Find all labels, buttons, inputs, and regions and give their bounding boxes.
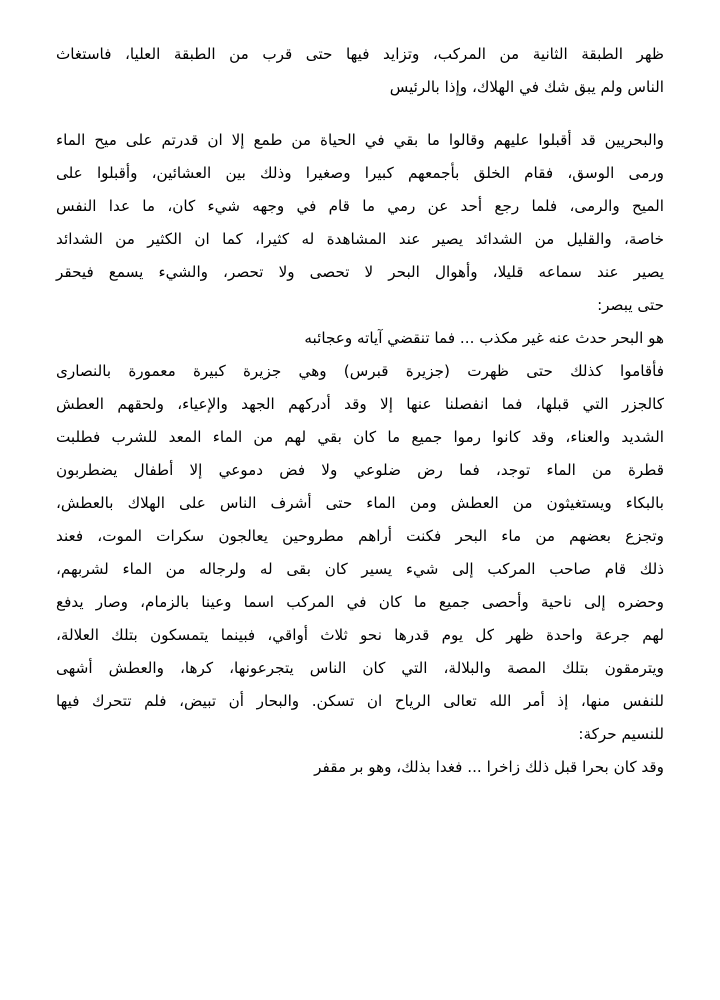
- text-line: الميح والرمى، فلما رجع أحد عن رمي ما قام في وجهه شيء كان، ما عدا النفس: [56, 197, 664, 215]
- document-page: [56, 38, 664, 784]
- text-line: بالبكاء ويستغيثون من العطش ومن الماء حتى أشرف الناس على الهلاك بالعطش،: [56, 494, 664, 512]
- text-line: قطرة من الماء توجد، فما رض ضلوعي ولا فض دموعي إلا أطفال يضطربون: [56, 461, 664, 479]
- verse-line: هو البحر حدث عنه غير مكذب ... فما تنقضي آياته وعجائبه: [304, 329, 664, 347]
- text-line: خاصة، والقليل من الشدائد يصير عند المشاهدة له كثيرا، كما ان الكثير من الشدائد: [56, 230, 664, 248]
- text-line: للنفس منها، إذ أمر الله تعالى الرياح ان تسكن. والبحار أن تبيض، فلم تتحرك فيها: [56, 692, 664, 710]
- paragraph: [56, 124, 664, 322]
- text-line: ظهر الطبقة الثانية من المركب، وتزايد فيها حتى قرب من الطبقة العليا، فاستغاث: [56, 45, 664, 63]
- text-line: فأقاموا كذلك حتى ظهرت (جزيرة قبرس) وهي جزيرة كبيرة معمورة بالنصارى: [56, 362, 664, 380]
- text-line: حتى يبصر:: [597, 296, 664, 314]
- paragraph: [56, 355, 664, 751]
- text-line: يصير عند سماعه قليلا، وأهوال البحر لا تحصى ولا تحصر، والشيء يسمع فيحقر: [56, 263, 664, 281]
- text-line: الشديد والعناء، وقد كانوا رموا جميع ما كان بقي لهم من الماء المعد للشرب فطلبت: [56, 428, 664, 446]
- text-line: ورمى الوسق، فقام الخلق بأجمعهم كبيرا وصغيرا وذلك بين العشائين، وأقبلوا على: [56, 164, 664, 182]
- text-line: وحضره إلى ناحية وأحصى جميع ما كان في المركب اسما وعينا بالزمام، وصار يدفع: [56, 593, 664, 611]
- text-line: كالجزر التي قبلها، فما انفصلنا عنها إلا وقد أدركهم الجهد والإعياء، ولحقهم العطش: [56, 395, 664, 413]
- verse-line: وقد كان بحرا قبل ذلك زاخرا ... فغدا بذلك، وهو بر مقفر: [314, 758, 664, 776]
- text-line: ويترمقون بتلك المصة والبلالة، التي كان الناس يتجرعونها، كرها، والعطش أشهى: [56, 659, 664, 677]
- text-line: لهم جرعة واحدة ظهر كل يوم قدرها نحو ثلاث أواقي، فبينما يتمسكون بتلك العلالة،: [56, 626, 664, 644]
- text-line: ذلك قام صاحب المركب إلى شيء يسير كان بقى له ولرجاله من الماء لشربهم،: [56, 560, 664, 578]
- text-line: والبحريين قد أقبلوا عليهم وقالوا ما بقي في الحياة من طمع إلا ان قدرتم على ميح الماء: [56, 131, 664, 149]
- text-line: وتجزع بعضهم من ماء البحر فكنت أراهم مطروحين يعالجون سكرات الموت، فعند: [56, 527, 664, 545]
- text-line: الناس ولم يبق شك في الهلاك، وإذا بالرئيس: [389, 78, 664, 96]
- paragraph: [56, 38, 664, 104]
- text-line: للنسيم حركة:: [578, 725, 664, 743]
- paragraph-spacer: [56, 104, 664, 124]
